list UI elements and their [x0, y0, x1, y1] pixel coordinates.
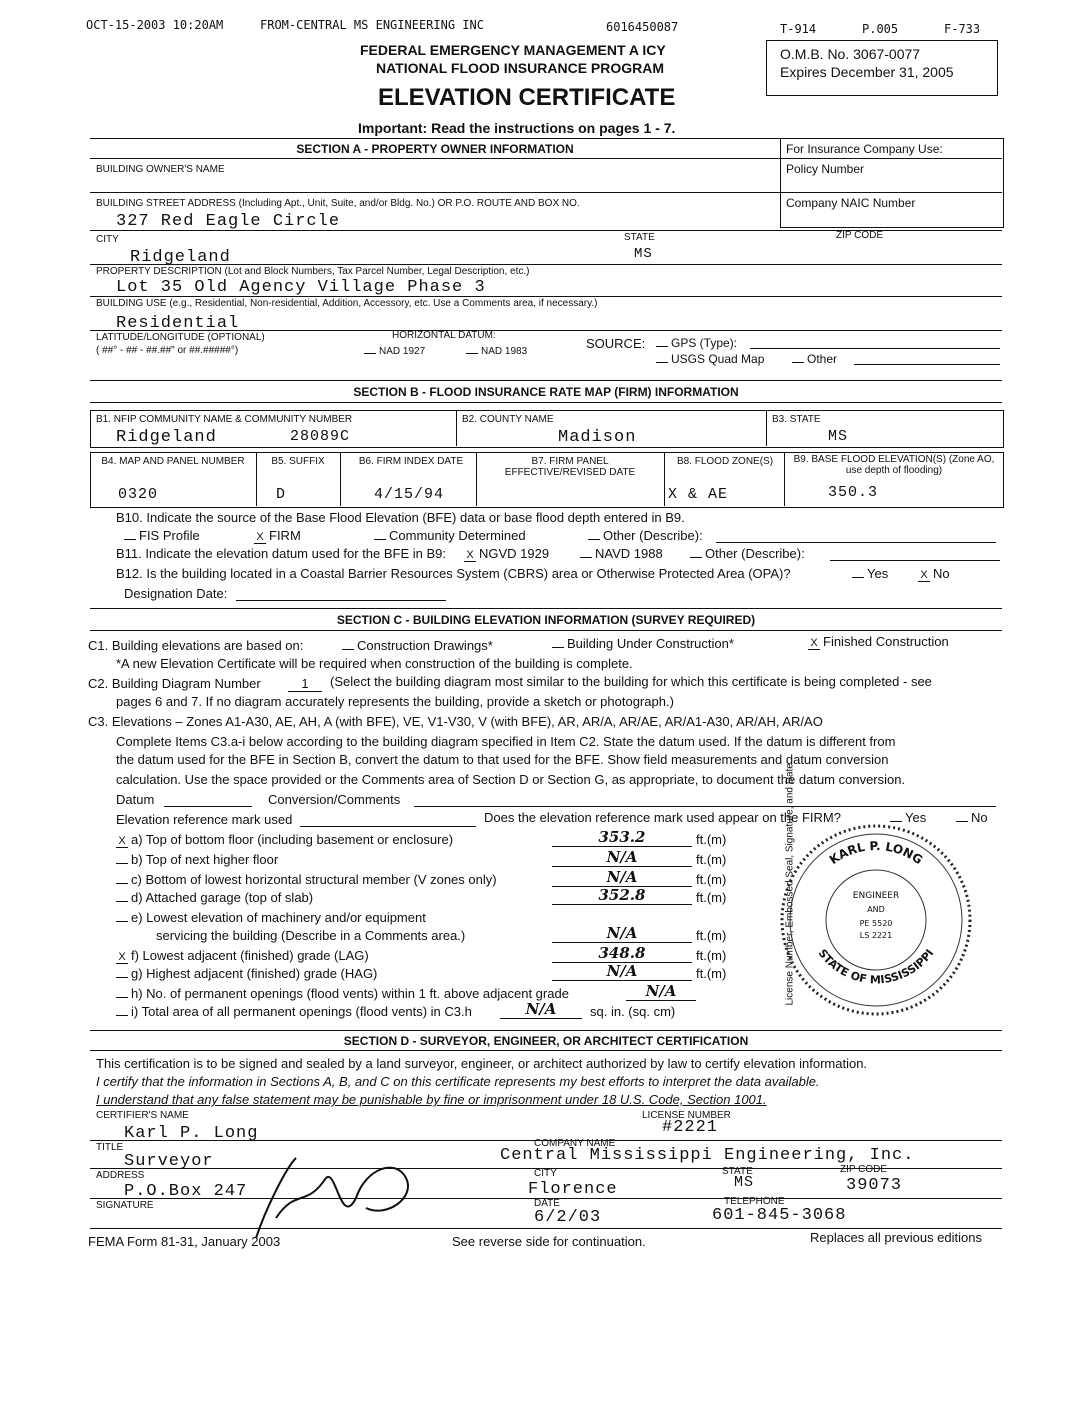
fax-page: P.005	[862, 22, 899, 36]
license-value: #2221	[662, 1118, 719, 1137]
c1-drawings-checkbox[interactable]: Construction Drawings*	[342, 638, 493, 653]
state-d-label: STATE	[722, 1166, 753, 1177]
b9-label: B9. BASE FLOOD ELEVATION(S) (Zone AO, use depth of flooding)	[793, 454, 995, 476]
c3a-unit: ft.(m)	[696, 832, 727, 847]
footer-form: FEMA Form 81-31, January 2003	[88, 1234, 281, 1249]
b2-label: B2. COUNTY NAME	[462, 414, 554, 425]
state-value: MS	[634, 246, 653, 262]
c3i-value: N/A	[500, 1000, 582, 1019]
important-note: Important: Read the instructions on pages 1 - 7.	[358, 120, 676, 136]
c3b-value: N/A	[552, 848, 692, 867]
conversion-label: Conversion/Comments	[268, 792, 401, 807]
svg-text:KARL P. LONG	[827, 839, 925, 867]
nad1983-checkbox[interactable]: NAD 1983	[466, 346, 527, 357]
c3-line1: C3. Elevations – Zones A1-A30, AE, AH, A (with BFE), VE, V1-V30, V (with BFE), AR, AR/A, AR/AE, AR/A1-A30, AR/AH, AR/AO	[88, 714, 823, 729]
address-value: P.O.Box 247	[124, 1182, 248, 1201]
owner-name-label: BUILDING OWNER'S NAME	[96, 164, 225, 175]
c3f-row[interactable]: X f) Lowest adjacent (finished) grade (LAG)	[116, 948, 369, 964]
phone-label: TELEPHONE	[724, 1196, 785, 1207]
fax-f-code: F-733	[944, 22, 981, 36]
footer-reverse: See reverse side for continuation.	[452, 1234, 646, 1249]
c3d-row[interactable]: d) Attached garage (top of slab)	[116, 890, 313, 905]
seal-center3: PE 5520	[859, 919, 893, 928]
ref-mark-question: Does the elevation reference mark used appear on the FIRM?	[484, 810, 841, 825]
zip-d-value: 39073	[846, 1176, 903, 1195]
section-d-title: SECTION D - SURVEYOR, ENGINEER, OR ARCHITECT CERTIFICATION	[343, 1034, 749, 1048]
c3c-unit: ft.(m)	[696, 872, 727, 887]
b10-community-checkbox[interactable]: Community Determined	[374, 528, 526, 543]
use-label: BUILDING USE (e.g., Residential, Non-residential, Addition, Accessory, etc. Use a Comments area, if necessary.)	[96, 298, 598, 309]
b8-value: X & AE	[668, 486, 729, 503]
title-label: TITLE	[96, 1142, 124, 1153]
c3e-value: N/A	[552, 924, 692, 943]
c2-instructions-2: pages 6 and 7. If no diagram accurately represents the building, provide a sketch or photograph.)	[116, 694, 674, 709]
section-c-title: SECTION C - BUILDING ELEVATION INFORMATION (SURVEY REQUIRED)	[336, 613, 756, 627]
seal-note: License Number, Embossed Seal, Signature, and Date	[784, 763, 796, 1006]
c3a-value: 353.2	[552, 828, 692, 847]
c3-line2: Complete Items C3.a-i below according to the building diagram specified in Item C2. State the datum used. If the datum is different from	[116, 734, 896, 749]
latlong-format: ( ##° - ## - ##.##" or ##.#####°)	[96, 345, 239, 356]
section-b-title: SECTION B - FLOOD INSURANCE RATE MAP (FIRM) INFORMATION	[353, 385, 739, 399]
b6-label: B6. FIRM INDEX DATE	[358, 456, 464, 467]
state-d-value: MS	[734, 1174, 755, 1191]
use-value: Residential	[116, 314, 240, 333]
zip-d-label: ZIP CODE	[840, 1164, 888, 1175]
cert-line2: I certify that the information in Sections A, B, and C on this certificate represents my best efforts to interpret the data available.	[96, 1074, 820, 1089]
seal-center1: ENGINEER	[852, 891, 900, 901]
designation-date-label: Designation Date:	[124, 586, 228, 601]
svg-text:STATE OF MISSISSIPPI	[816, 947, 937, 987]
city-label: CITY	[96, 234, 119, 245]
seal-center4: LS 2221	[859, 931, 893, 940]
phone-value: 601-845-3068	[712, 1206, 847, 1225]
date-label: DATE	[534, 1198, 560, 1209]
b11-ngvd-checkbox[interactable]: X NGVD 1929	[464, 546, 549, 562]
b1-label: B1. NFIP COMMUNITY NAME & COMMUNITY NUMBER	[96, 414, 353, 425]
seal-center2: AND	[867, 905, 885, 914]
fax-datetime: OCT-15-2003 10:20AM	[86, 18, 224, 32]
other-checkbox[interactable]: Other	[792, 352, 837, 366]
c3-line3: the datum used for the BFE in Section B, convert the datum to that used for the BFE. Show field measurements and datum conversion	[116, 752, 889, 767]
agency-line2: NATIONAL FLOOD INSURANCE PROGRAM	[376, 60, 665, 76]
b11-question: B11. Indicate the elevation datum used for the BFE in B9:	[116, 546, 447, 561]
b1-number: 28089C	[290, 428, 351, 445]
b12-question: B12. Is the building located in a Coastal Barrier Resources System (CBRS) area or Otherwise Protected Area (OPA)?	[116, 566, 791, 581]
certifier-value: Karl P. Long	[124, 1124, 259, 1143]
street-label: BUILDING STREET ADDRESS (Including Apt., Unit, Suite, and/or Bldg. No.) OR P.O. ROUTE AND BOX NO.	[96, 198, 580, 209]
horizontal-datum-label: HORIZONTAL DATUM:	[392, 330, 496, 341]
ref-mark-no-checkbox[interactable]: No	[956, 810, 988, 825]
c3e-row-2: servicing the building (Describe in a Comments area.)	[156, 928, 466, 943]
b12-no-checkbox[interactable]: X No	[918, 566, 950, 582]
seal-bottom-text: STATE OF MISSISSIPPI	[815, 946, 937, 987]
b6-value: 4/15/94	[374, 486, 445, 503]
b10-other-checkbox[interactable]: Other (Describe):	[588, 528, 703, 543]
ref-mark-label: Elevation reference mark used	[116, 812, 293, 827]
date-value: 6/2/03	[534, 1208, 602, 1227]
c1-note: *A new Elevation Certificate will be required when construction of the building is complete.	[116, 656, 633, 671]
company-value: Central Mississippi Engineering, Inc.	[500, 1146, 915, 1165]
policy-number-label: Policy Number	[786, 162, 865, 176]
cert-line3: I understand that any false statement may be punishable by fine or imprisonment under 18 U.S. Code, Section 1001.	[96, 1092, 767, 1107]
c3a-row[interactable]: X a) Top of bottom floor (including basement or enclosure)	[116, 832, 453, 848]
usgs-checkbox[interactable]: USGS Quad Map	[656, 352, 764, 366]
c3f-value: 348.8	[552, 944, 692, 963]
source-label: SOURCE:	[586, 336, 646, 351]
title-value: Surveyor	[124, 1152, 214, 1171]
b10-fis-checkbox[interactable]: FIS Profile	[124, 528, 200, 543]
b10-firm-checkbox[interactable]: X FIRM	[254, 528, 301, 544]
c3c-row[interactable]: c) Bottom of lowest horizontal structural member (V zones only)	[116, 872, 497, 887]
state-label: STATE	[624, 232, 655, 243]
c3c-value: N/A	[552, 868, 692, 887]
omb-expires: Expires December 31, 2005	[780, 64, 954, 80]
city-value: Ridgeland	[130, 248, 231, 267]
c3b-row[interactable]: b) Top of next higher floor	[116, 852, 278, 867]
c3g-row[interactable]: g) Highest adjacent (finished) grade (HAG)	[116, 966, 377, 981]
cert-line1: This certification is to be signed and sealed by a land surveyor, engineer, or architect authorized by law to certify elevation information.	[96, 1056, 868, 1071]
gps-checkbox[interactable]: GPS (Type):	[656, 336, 737, 350]
c3f-unit: ft.(m)	[696, 948, 727, 963]
c3h-row[interactable]: h) No. of permanent openings (flood vents) within 1 ft. above adjacent grade	[116, 986, 569, 1001]
datum-label: Datum	[116, 792, 155, 807]
c3-line4: calculation. Use the space provided or the Comments area of Section D or Section G, as appropriate, to document the datum conversion.	[116, 772, 906, 787]
b5-label: B5. SUFFIX	[271, 456, 325, 467]
license-label: LICENSE NUMBER	[642, 1110, 731, 1121]
nad1927-checkbox[interactable]: NAD 1927	[364, 346, 425, 357]
omb-number: O.M.B. No. 3067-0077	[780, 46, 921, 62]
c3i-row[interactable]: i) Total area of all permanent openings (flood vents) in C3.h	[116, 1004, 472, 1019]
ref-mark-yes-checkbox[interactable]: Yes	[890, 810, 926, 825]
c3b-unit: ft.(m)	[696, 852, 727, 867]
c3h-value: N/A	[626, 982, 696, 1001]
b11-other-checkbox[interactable]: Other (Describe):	[690, 546, 805, 561]
c3d-value: 352.8	[552, 886, 692, 905]
b9-value: 350.3	[828, 484, 879, 501]
certifier-label: CERTIFIER'S NAME	[96, 1110, 189, 1121]
surveyor-seal	[776, 820, 976, 1020]
b11-navd-checkbox[interactable]: NAVD 1988	[580, 546, 663, 561]
b2-value: Madison	[558, 428, 637, 447]
b1-name: Ridgeland	[116, 428, 217, 447]
seal-top-text: KARL P. LONG	[826, 838, 926, 868]
property-label: PROPERTY DESCRIPTION (Lot and Block Numbers, Tax Parcel Number, Legal Description, etc.)	[96, 266, 530, 277]
c3e-unit: ft.(m)	[696, 928, 727, 943]
c2-label: C2. Building Diagram Number	[88, 676, 261, 691]
b5-value: D	[276, 486, 287, 503]
c1-label: C1. Building elevations are based on:	[88, 638, 304, 653]
b10-question: B10. Indicate the source of the Base Flood Elevation (BFE) data or base flood depth entered in B9.	[116, 510, 685, 525]
c1-under-construction-checkbox[interactable]: Building Under Construction*	[552, 636, 734, 651]
b3-label: B3. STATE	[772, 414, 821, 425]
c3g-unit: ft.(m)	[696, 966, 727, 981]
b12-yes-checkbox[interactable]: Yes	[852, 566, 888, 581]
city-d-label: CITY	[534, 1168, 557, 1179]
c3i-unit: sq. in. (sq. cm)	[590, 1004, 676, 1019]
naic-label: Company NAIC Number	[786, 196, 916, 210]
fax-t-code: T-914	[780, 22, 817, 36]
c2-instructions: (Select the building diagram most similar to the building for which this certificate is being completed - see	[330, 674, 932, 689]
b3-value: MS	[828, 428, 849, 445]
c3e-row[interactable]: e) Lowest elevation of machinery and/or equipment	[116, 910, 426, 925]
c3d-unit: ft.(m)	[696, 890, 727, 905]
signature-label: SIGNATURE	[96, 1200, 154, 1211]
signature-mark	[236, 1148, 436, 1248]
property-value: Lot 35 Old Agency Village Phase 3	[116, 278, 486, 297]
latlong-label: LATITUDE/LONGITUDE (OPTIONAL)	[96, 332, 265, 343]
address-label: ADDRESS	[96, 1170, 145, 1181]
insurance-use-label: For Insurance Company Use:	[786, 142, 943, 156]
section-a-title: SECTION A - PROPERTY OWNER INFORMATION	[296, 142, 574, 156]
form-title: ELEVATION CERTIFICATE	[378, 84, 676, 111]
footer-replaces: Replaces all previous editions	[810, 1230, 982, 1245]
street-value: 327 Red Eagle Circle	[116, 212, 341, 231]
company-label: COMPANY NAME	[534, 1138, 616, 1149]
fax-number: 6016450087	[606, 20, 679, 34]
b8-label: B8. FLOOD ZONE(S)	[676, 456, 774, 467]
b4-value: 0320	[118, 486, 159, 503]
agency-line1: FEDERAL EMERGENCY MANAGEMENT A ICY	[360, 42, 666, 58]
fax-from: FROM-CENTRAL MS ENGINEERING INC	[260, 18, 484, 32]
b7-label: B7. FIRM PANEL EFFECTIVE/REVISED DATE	[504, 456, 636, 478]
c3g-value: N/A	[552, 962, 692, 981]
c2-value: 1	[288, 676, 322, 692]
city-d-value: Florence	[528, 1180, 618, 1199]
zip-label: ZIP CODE	[836, 230, 884, 241]
b4-label: B4. MAP AND PANEL NUMBER	[101, 456, 245, 467]
c1-finished-checkbox[interactable]: X Finished Construction	[808, 634, 949, 650]
